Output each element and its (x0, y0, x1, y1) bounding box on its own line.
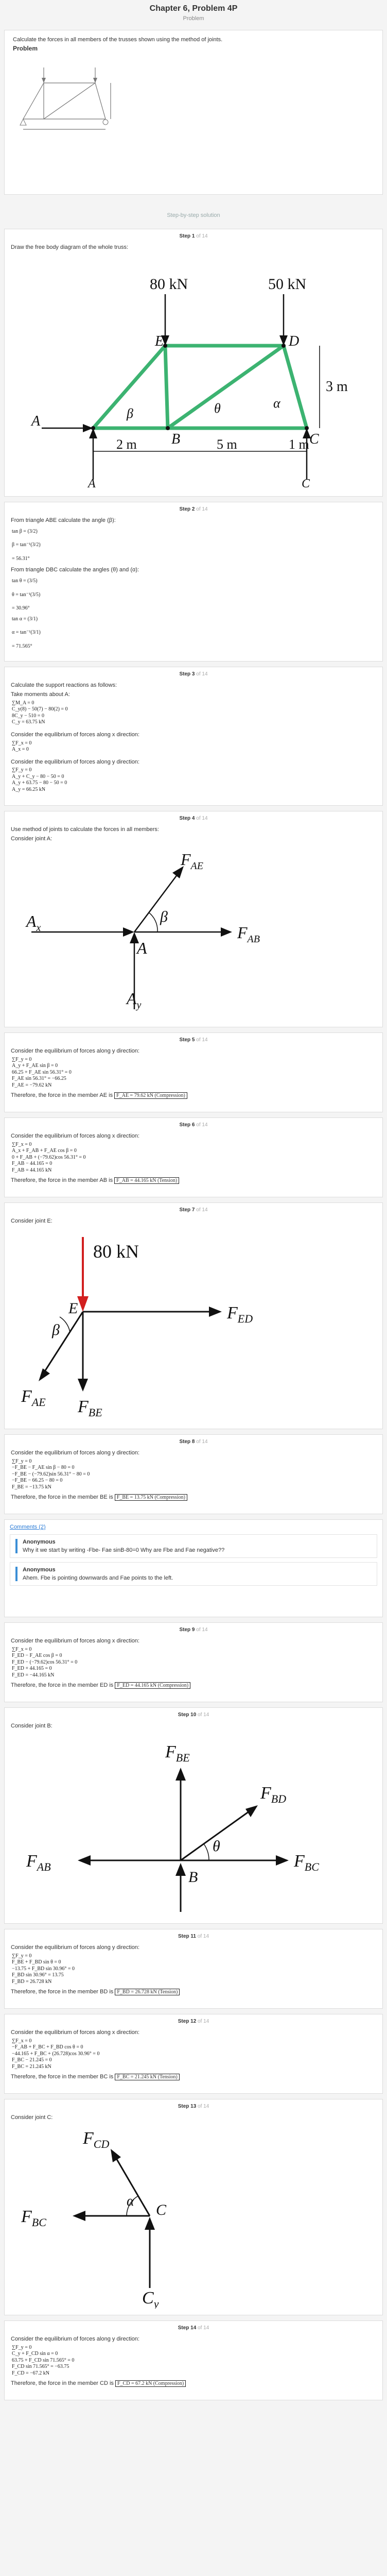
step-number: 4 (191, 816, 195, 821)
step-number: 5 (191, 1037, 195, 1043)
step-9-conclusion: Therefore, the force in the member ED is (11, 1682, 114, 1689)
step-2-eq: = 56.31° (12, 555, 30, 562)
step-9-eq: F_ED = −44.165 kN (12, 1672, 55, 1678)
step-9-text: Consider the equilibrium of forces along x direction: (11, 1638, 140, 1644)
step-number: 6 (191, 1122, 195, 1128)
step-11-eq: F_BE + F_BD sin θ = 0 (12, 1959, 61, 1965)
step-number: 3 (191, 671, 195, 677)
step-14-eq: ∑F_y = 0 (12, 2344, 32, 2350)
page-title: Chapter 6, Problem 4P (149, 4, 238, 13)
step-2-eq: tan β = (3/2) (12, 528, 38, 534)
step-14-eq: F_CD sin 71.565° = −63.75 (12, 2364, 69, 2370)
answer-box-fed: F_ED = 44.165 kN (Compression) (115, 1682, 190, 1689)
step-3-header (5, 667, 382, 677)
step-8-conclusion: Therefore, the force in the member BE is (11, 1494, 113, 1501)
comments-section (4, 1519, 383, 1617)
step-14-eq: F_CD = −67.2 kN (12, 2370, 49, 2376)
step-label: Step (179, 671, 191, 677)
step-11-eq: −13.75 + F_BD sin 30.96° = 0 (12, 1965, 75, 1972)
step-number: 9 (191, 1627, 195, 1633)
step-10-card (4, 1707, 383, 1924)
step-7-card (4, 1202, 383, 1429)
step-3-eq: A_x = 0 (12, 747, 29, 753)
step-3-eq: C_y = 63.75 kN (12, 719, 45, 725)
step-label: Step (178, 2019, 189, 2024)
step-6-header (5, 1118, 382, 1128)
step-4-text: Use method of joints to calculate the forces in all members: (11, 826, 159, 833)
step-number: 12 (190, 2019, 197, 2024)
joint-e-load: 80 kN (93, 1241, 139, 1262)
step-5-text: Consider the equilibrium of forces along y direction: (11, 1048, 140, 1054)
load-d-label: 50 kN (268, 275, 307, 293)
step-1-fbd (11, 253, 371, 490)
step-9-card (4, 1622, 383, 1702)
svg-text:FCD: $F_{CD}$ (83, 2128, 110, 2150)
page-subtitle: Problem (183, 15, 204, 22)
step-2-eq: = 30.96° (12, 605, 30, 612)
problem-truss-figure (13, 52, 131, 160)
step-9-header (5, 1623, 382, 1633)
step-11-eq: F_BD sin 30.96° = 13.75 (12, 1972, 64, 1978)
step-12-eq: −44.165 + F_BC + (26.728)cos 30.96° = 0 (12, 2050, 100, 2057)
step-14-header (5, 2321, 382, 2331)
step-2-text-2: From triangle DBC calculate the angles (θ) and (α): (11, 567, 139, 573)
step-5-eq: 66.25 + F_AE sin 56.31° = 0 (12, 1069, 72, 1075)
svg-text:FBE: $F_{BE}$ (78, 1397, 102, 1419)
svg-text:A: A (137, 938, 147, 957)
problem-label: Problem (13, 45, 38, 52)
step-label: Step (178, 1934, 189, 1939)
step-8-eq: −F_BE − (−79.62)sin 56.31° − 80 = 0 (12, 1471, 90, 1477)
step-2-eq: θ = tan⁻¹(3/5) (12, 591, 41, 598)
step-6-card (4, 1117, 383, 1197)
step-number: 10 (190, 1712, 197, 1718)
step-14-conclusion: Therefore, the force in the member CD is (11, 2380, 114, 2387)
step-of: of 14 (198, 2104, 209, 2109)
step-3-eq: C_y(8) − 50(7) − 80(2) = 0 (12, 706, 68, 713)
problem-card (4, 30, 383, 195)
step-of: of 14 (196, 233, 208, 239)
step-11-header (5, 1929, 382, 1939)
step-label: Step (179, 1439, 191, 1445)
step-4-text: Consider joint A: (11, 835, 52, 842)
svg-text:FAE: $F_{AE}$ (21, 1386, 46, 1409)
step-number: 8 (191, 1439, 195, 1445)
step-of: of 14 (197, 1934, 209, 1939)
step-3-eq: A_y = 66.25 kN (12, 786, 46, 792)
step-2-text-1: From triangle ABE calculate the angle (β): (11, 517, 116, 523)
answer-box-fbe: F_BE = 13.75 kN (Compression) (115, 1494, 187, 1501)
svg-text:FAB: $F_{AB}$ (26, 1851, 51, 1873)
step-5-card (4, 1032, 383, 1112)
step-14-eq: 63.75 + F_CD sin 71.565° = 0 (12, 2357, 75, 2363)
svg-text:β: β (127, 405, 133, 421)
step-5-header (5, 1033, 382, 1043)
step-number: 11 (190, 1934, 196, 1939)
joint-a-fbd (11, 844, 371, 1020)
step-6-text: Consider the equilibrium of forces along x direction: (11, 1133, 140, 1139)
step-6-eq: ∑F_x = 0 (12, 1141, 32, 1147)
step-of: of 14 (196, 671, 208, 677)
step-label: Step (179, 506, 191, 512)
svg-text:A: A (88, 477, 96, 490)
problem-statement: Calculate the forces in all members of the trusses shown using the method of joints. (13, 37, 223, 43)
step-11-eq: F_BD = 26.728 kN (12, 1978, 52, 1985)
svg-text:E: E (68, 1299, 78, 1317)
svg-text:D: D (289, 333, 300, 349)
svg-text:Ay: $A_y$ (127, 989, 142, 1011)
step-of: of 14 (196, 1122, 208, 1128)
svg-text:Ax: $A_x$ (26, 911, 41, 934)
svg-text:α: α (127, 2193, 134, 2209)
svg-text:C: C (156, 2201, 167, 2218)
step-label: Step (178, 2325, 189, 2331)
step-14-eq: C_y + F_CD sin α = 0 (12, 2351, 58, 2357)
answer-box-fab: F_AB = 44.165 kN (Tension) (114, 1177, 179, 1184)
step-8-eq: ∑F_y = 0 (12, 1458, 32, 1464)
step-6-eq: F_AB = 44.165 kN (12, 1167, 52, 1173)
svg-text:θ: θ (213, 1837, 220, 1855)
height-label: 3 m (326, 378, 348, 395)
svg-text:E: E (155, 333, 164, 349)
step-12-text: Consider the equilibrium of forces along x direction: (11, 2029, 140, 2036)
answer-box-fbc: F_BC = 21.245 kN (Tension) (115, 2074, 179, 2080)
step-3-eq: A_y + C_y − 80 − 50 = 0 (12, 773, 64, 779)
step-1-text: Draw the free body diagram of the whole truss: (11, 244, 129, 250)
step-4-header (5, 811, 382, 821)
step-8-eq: F_BE = −13.75 kN (12, 1484, 51, 1490)
step-3-card (4, 667, 383, 806)
step-of: of 14 (198, 2019, 209, 2024)
svg-text:B: B (188, 1868, 198, 1886)
step-number: 1 (191, 233, 195, 239)
step-10-text: Consider joint B: (11, 1723, 52, 1729)
step-6-eq: A_x + F_AB + F_AE cos β = 0 (12, 1148, 77, 1154)
step-by-step-label: Step-by-step solution (167, 212, 220, 218)
step-3-eq: ∑M_A = 0 (12, 700, 34, 706)
step-of: of 14 (196, 1439, 208, 1445)
step-2-eq: tan α = (3/1) (12, 616, 38, 622)
step-13-header (5, 2099, 382, 2109)
page-header (4, 0, 383, 22)
step-12-eq: F_BC − 21.245 = 0 (12, 2057, 52, 2063)
svg-text:Cy: $C_y$ (142, 2288, 159, 2309)
step-9-eq: F_ED + 44.165 = 0 (12, 1666, 52, 1672)
svg-text:FED: $F_{ED}$ (227, 1303, 253, 1325)
step-of: of 14 (196, 1037, 208, 1043)
step-of: of 14 (196, 816, 208, 821)
svg-text:C: C (302, 477, 310, 490)
answer-box-fae: F_AE = 79.62 kN (Compression) (114, 1092, 187, 1099)
svg-text:β: β (52, 1321, 60, 1338)
comment-author: Anonymous (23, 1539, 56, 1545)
step-number: 7 (191, 1207, 195, 1213)
step-2-eq: α = tan⁻¹(3/1) (12, 630, 41, 636)
svg-text:C: C (309, 431, 319, 447)
step-label: Step (179, 1122, 191, 1128)
step-9-eq: ∑F_x = 0 (12, 1646, 32, 1652)
step-6-eq: F_AB − 44.165 = 0 (12, 1161, 52, 1167)
comment-body: Ahem. Fbe is pointing downwards and Fae points to the left. (23, 1575, 173, 1581)
step-of: of 14 (196, 506, 208, 512)
dim-5m: 5 m (217, 436, 237, 452)
step-12-card (4, 2014, 383, 2094)
step-label: Step (178, 1712, 189, 1718)
step-number: 13 (190, 2104, 197, 2109)
svg-text:θ: θ (214, 400, 221, 416)
step-3-text: Consider the equilibrium of forces along x direction: (11, 731, 140, 738)
step-12-conclusion: Therefore, the force in the member BC is (11, 2074, 114, 2080)
step-2-eq: β = tan⁻¹(3/2) (12, 542, 41, 548)
step-12-eq: ∑F_x = 0 (12, 2038, 32, 2044)
step-11-eq: ∑F_y = 0 (12, 1953, 32, 1959)
step-label: Step (179, 816, 191, 821)
step-11-card (4, 1929, 383, 2009)
comment-item (10, 1534, 377, 1558)
step-of: of 14 (196, 1207, 208, 1213)
step-5-eq: A_y + F_AE sin β = 0 (12, 1063, 58, 1069)
step-2-eq: tan θ = (3/5) (12, 578, 38, 584)
step-11-conclusion: Therefore, the force in the member BD is (11, 1989, 114, 1995)
svg-text:FBD: $F_{BD}$ (260, 1783, 287, 1805)
svg-text:α: α (273, 395, 280, 411)
step-8-header (5, 1435, 382, 1445)
comment-item (10, 1562, 377, 1586)
step-8-card (4, 1434, 383, 1514)
svg-text:FBE: $F_{BE}$ (165, 1742, 190, 1764)
joint-c-fbd (11, 2123, 371, 2309)
answer-box-fbd: F_BD = 26.728 kN (Tension) (115, 1989, 180, 1995)
step-5-eq: F_AE sin 56.31° = −66.25 (12, 1076, 66, 1082)
step-12-header (5, 2014, 382, 2024)
step-of: of 14 (196, 1627, 208, 1633)
step-12-eq: −F_AB + F_BC + F_BD cos θ = 0 (12, 2044, 83, 2050)
step-label: Step (179, 233, 191, 239)
step-of: of 14 (198, 1712, 209, 1718)
step-5-conclusion: Therefore, the force in the member AE is (11, 1092, 113, 1099)
step-9-eq: F_ED − F_AE cos β = 0 (12, 1653, 62, 1659)
comment-author: Anonymous (23, 1567, 56, 1573)
answer-box-fcd: F_CD = 67.2 kN (Compression) (115, 2380, 186, 2387)
step-7-text: Consider joint E: (11, 1218, 52, 1224)
svg-text:FBC: $F_{BC}$ (294, 1851, 319, 1873)
svg-text:β: β (160, 908, 168, 925)
step-13-card (4, 2099, 383, 2315)
step-number: 2 (191, 506, 195, 512)
step-4-card (4, 811, 383, 1027)
step-2-eq: = 71.565° (12, 643, 32, 649)
step-label: Step (179, 1037, 191, 1043)
step-14-text: Consider the equilibrium of forces along y direction: (11, 2336, 140, 2342)
step-3-text: Consider the equilibrium of forces along y direction: (11, 758, 140, 765)
step-3-text: Calculate the support reactions as follows: (11, 682, 117, 688)
step-number: 14 (190, 2325, 197, 2331)
step-8-eq: −F_BE − 66.25 − 80 = 0 (12, 1478, 63, 1484)
step-10-header (5, 1708, 382, 1718)
dim-1m: 1 m (289, 436, 309, 452)
comment-accent-bar (15, 1567, 17, 1581)
step-12-eq: F_BC = 21.245 kN (12, 2063, 51, 2070)
step-5-eq: F_AE = −79.62 kN (12, 1082, 52, 1088)
step-label: Step (178, 2104, 189, 2109)
svg-text:FAE: $F_{AE}$ (181, 850, 203, 872)
dim-2m: 2 m (116, 436, 137, 452)
load-e-label: 80 kN (150, 275, 188, 293)
step-3-eq: ∑F_x = 0 (12, 740, 32, 746)
step-label: Step (179, 1627, 191, 1633)
joint-e-fbd (11, 1227, 371, 1422)
step-3-eq: ∑F_y = 0 (12, 767, 32, 773)
comments-toggle-link[interactable]: Comments (2) (10, 1524, 46, 1530)
step-8-eq: −F_BE − F_AE sin β − 80 = 0 (12, 1465, 75, 1471)
step-6-conclusion: Therefore, the force in the member AB is (11, 1177, 113, 1184)
step-14-card (4, 2320, 383, 2400)
step-11-text: Consider the equilibrium of forces along y direction: (11, 1944, 140, 1951)
step-6-eq: 0 + F_AB + (−79.62)cos 56.31° = 0 (12, 1154, 86, 1160)
svg-text:FBC: $F_{BC}$ (21, 2207, 46, 2229)
step-9-eq: F_ED − (−79.62)cos 56.31° = 0 (12, 1659, 78, 1665)
step-5-eq: ∑F_y = 0 (12, 1056, 32, 1062)
step-3-eq: 8C_y − 510 = 0 (12, 713, 44, 719)
svg-text:B: B (171, 431, 181, 447)
step-2-header (5, 502, 382, 512)
step-13-text: Consider joint C: (11, 2114, 53, 2121)
step-3-text: Take moments about A: (11, 691, 70, 698)
comment-accent-bar (15, 1539, 17, 1553)
step-7-header (5, 1203, 382, 1213)
step-2-card (4, 502, 383, 662)
step-label: Step (179, 1207, 191, 1213)
svg-text:A: A (31, 413, 41, 429)
joint-b-fbd (11, 1732, 371, 1917)
svg-text:FAB: $F_{AB}$ (237, 923, 260, 945)
step-1-card (4, 229, 383, 497)
step-8-text: Consider the equilibrium of forces along y direction: (11, 1450, 140, 1456)
step-of: of 14 (198, 2325, 209, 2331)
comment-body: Why it we start by writing -Fbe- Fae sinB-80=0 Why are Fbe and Fae negative?? (23, 1547, 225, 1553)
step-3-eq: A_y + 63.75 − 80 − 50 = 0 (12, 780, 67, 786)
step-1-header (5, 229, 382, 239)
